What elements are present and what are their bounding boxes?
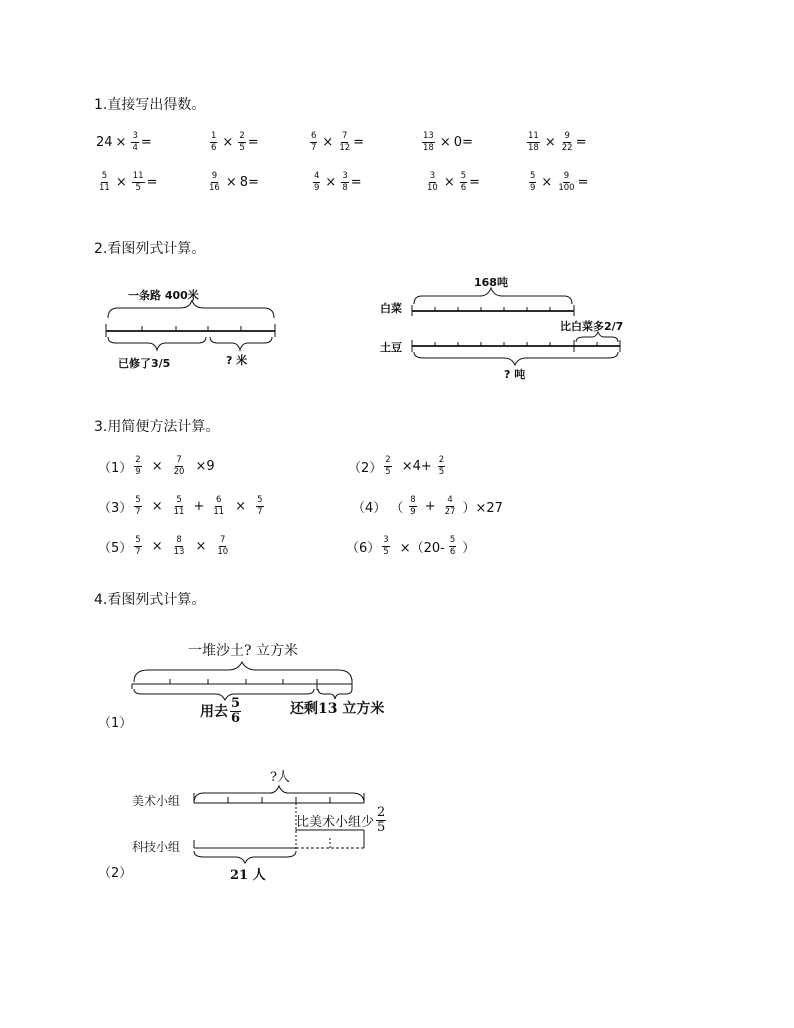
road-done-label: 已修了3/5: [118, 357, 171, 370]
q3-problem-2: [348, 456, 447, 476]
less-than-text: 比美术小组少: [296, 814, 375, 830]
problem-number: （2）: [348, 460, 383, 476]
art-total-brace: [194, 786, 364, 803]
cabbage-brace: [414, 288, 572, 304]
operator: ×: [151, 458, 163, 474]
numerator: 5: [101, 171, 108, 181]
denominator: 5: [239, 142, 245, 153]
sand-total-label: 一堆沙土? 立方米: [188, 643, 298, 659]
numerator: 9: [211, 171, 218, 181]
numerator: 11: [528, 131, 539, 141]
denominator: 11: [173, 506, 185, 517]
fraction: [173, 496, 186, 516]
denominator: 6: [231, 710, 241, 726]
operator: ×: [544, 134, 556, 150]
operator: ×9: [195, 458, 215, 474]
operator: +: [424, 498, 436, 514]
numerator: 3: [132, 131, 138, 141]
equals: =: [577, 174, 589, 190]
used-fraction: [230, 697, 241, 725]
equals: =: [146, 174, 158, 190]
operator: ×: [151, 538, 163, 554]
q3-problem-5: [98, 536, 231, 556]
numerator: 5: [449, 535, 456, 545]
fraction: [212, 496, 225, 516]
diagram-1-label: （1）: [98, 716, 133, 731]
road-rest-label: ? 米: [226, 354, 248, 367]
paren-close: ）×27: [462, 500, 503, 516]
fraction: [438, 456, 445, 476]
fraction: [216, 536, 229, 556]
road-total-label: 一条路 400米: [128, 289, 199, 302]
potato-total-label: ? 吨: [504, 368, 526, 381]
sand-total-brace: [134, 662, 352, 682]
numerator: 4: [447, 495, 453, 505]
denominator: 100: [558, 182, 575, 193]
art-total-label: ?人: [270, 770, 290, 785]
operator: ×: [195, 538, 207, 554]
equals: =: [469, 174, 481, 190]
denominator: 9: [530, 182, 536, 193]
section-title-1: 1.直接写出得数。: [94, 97, 206, 113]
numerator: 11: [132, 171, 144, 181]
denominator: 16: [209, 182, 220, 193]
numerator: 6: [311, 131, 317, 141]
denominator: 8: [342, 182, 348, 193]
operator: ×: [541, 174, 553, 190]
denominator: 5: [383, 546, 389, 557]
operand: 24: [96, 134, 113, 150]
denominator: 5: [135, 182, 141, 193]
cabbage-total-label: 168吨: [474, 276, 508, 289]
art-group-label: 美术小组: [132, 794, 181, 808]
equals: =: [350, 174, 362, 190]
denominator: 11: [99, 182, 110, 193]
denominator: 7: [311, 142, 317, 153]
denominator: 9: [314, 182, 320, 193]
q3-problem-1: [98, 456, 218, 476]
equals: =: [248, 174, 259, 190]
denominator: 7: [257, 506, 263, 517]
equals: =: [353, 134, 365, 150]
operator: ×4+: [401, 458, 432, 474]
numerator: 3: [342, 171, 348, 181]
fraction: [384, 456, 391, 476]
operator: ×: [439, 134, 451, 150]
problem-number: （5）: [98, 540, 133, 556]
numerator: 4: [314, 171, 320, 181]
operator: +: [193, 498, 205, 514]
numerator: 2: [377, 805, 386, 820]
denominator: 9: [410, 506, 416, 517]
cabbage-label: 白菜: [380, 302, 402, 315]
fraction: [449, 536, 456, 556]
fraction: [134, 496, 141, 516]
numerator: 2: [438, 455, 445, 465]
numerator: 5: [231, 696, 241, 711]
operator: ×: [115, 134, 127, 150]
fraction: [256, 496, 263, 516]
used-label: [200, 697, 241, 725]
equals: =: [575, 134, 587, 150]
paren-open: （: [390, 500, 404, 516]
less-than-label: [296, 806, 386, 834]
q3-problem-4: [352, 496, 503, 516]
equals: =: [140, 134, 152, 150]
compare-label: 比白菜多2/7: [560, 320, 624, 333]
equals: =: [247, 134, 259, 150]
numerator: 13: [423, 131, 434, 141]
operand: 8: [239, 174, 249, 190]
denominator: 9: [135, 466, 141, 477]
denominator: 7: [135, 506, 141, 517]
fraction: [173, 536, 186, 556]
used-text: 用去: [200, 704, 228, 721]
denominator: 13: [173, 546, 185, 557]
numerator: 2: [239, 131, 245, 141]
numerator: 5: [135, 495, 141, 505]
denominator: 22: [561, 142, 573, 153]
numerator: 2: [385, 455, 391, 465]
numerator: 1: [211, 131, 217, 141]
operand: 0: [453, 134, 463, 150]
fraction: [134, 536, 141, 556]
problem-number: （1）: [98, 460, 133, 476]
equals: =: [462, 134, 473, 150]
denominator: 18: [423, 142, 434, 153]
operator: ×: [225, 174, 237, 190]
operator: ×: [322, 134, 334, 150]
numerator: 7: [342, 131, 348, 141]
operator: ×（20-: [399, 540, 445, 556]
numerator: 5: [135, 535, 141, 545]
numerator: 5: [176, 495, 182, 505]
problem-number: （4）: [352, 500, 387, 516]
denominator: 7: [135, 546, 141, 557]
numerator: 5: [257, 495, 263, 505]
numerator: 9: [564, 131, 570, 141]
problem-number: （6）: [346, 540, 381, 556]
numerator: 6: [216, 495, 222, 505]
denominator: 27: [444, 506, 456, 517]
denominator: 10: [217, 546, 229, 557]
denominator: 18: [528, 142, 539, 153]
denominator: 6: [449, 546, 456, 557]
operator: ×: [325, 174, 337, 190]
fraction: [173, 456, 186, 476]
numerator: 3: [383, 535, 389, 545]
numerator: 8: [410, 495, 416, 505]
fraction: [409, 496, 416, 516]
denominator: 6: [460, 182, 467, 193]
q3-problem-6: [346, 536, 475, 556]
tech-count-brace: [194, 851, 296, 863]
fraction: [134, 456, 141, 476]
numerator: 5: [460, 171, 467, 181]
denominator: 5: [385, 466, 391, 477]
numerator: 7: [176, 455, 182, 465]
diagram-2-label: （2）: [98, 866, 133, 881]
less-fraction: [376, 806, 386, 834]
denominator: 4: [132, 142, 138, 153]
operator: ×: [443, 174, 455, 190]
problem-number: （3）: [98, 500, 133, 516]
operator: ×: [115, 174, 127, 190]
q3-problem-3: [98, 496, 266, 516]
numerator: 3: [429, 171, 436, 181]
paren-close: ）: [462, 540, 476, 556]
section-title-2: 2.看图列式计算。: [94, 241, 206, 257]
remaining-label: 还剩13 立方米: [290, 701, 385, 717]
denominator: 5: [377, 819, 386, 835]
operator: ×: [222, 134, 234, 150]
tech-group-label: 科技小组: [132, 840, 181, 854]
numerator: 2: [135, 455, 141, 465]
fraction: [382, 536, 389, 556]
denominator: 11: [213, 506, 225, 517]
denominator: 6: [211, 142, 217, 153]
numerator: 5: [530, 171, 536, 181]
denominator: 10: [427, 182, 438, 193]
potato-total-brace: [414, 352, 618, 365]
tech-count-label: 21 人: [230, 868, 266, 883]
numerator: 8: [176, 535, 182, 545]
section-title-4: 4.看图列式计算。: [94, 592, 206, 608]
road-done-brace: [108, 337, 206, 350]
fraction: [444, 496, 457, 516]
numerator: 9: [563, 171, 570, 181]
operator: ×: [151, 498, 163, 514]
denominator: 5: [438, 466, 445, 477]
operator: ×: [235, 498, 247, 514]
potato-label: 土豆: [380, 341, 402, 354]
denominator: 12: [339, 142, 351, 153]
road-rest-brace: [210, 337, 272, 350]
numerator: 7: [220, 535, 226, 545]
section-title-3: 3.用简便方法计算。: [94, 419, 220, 435]
denominator: 20: [173, 466, 185, 477]
